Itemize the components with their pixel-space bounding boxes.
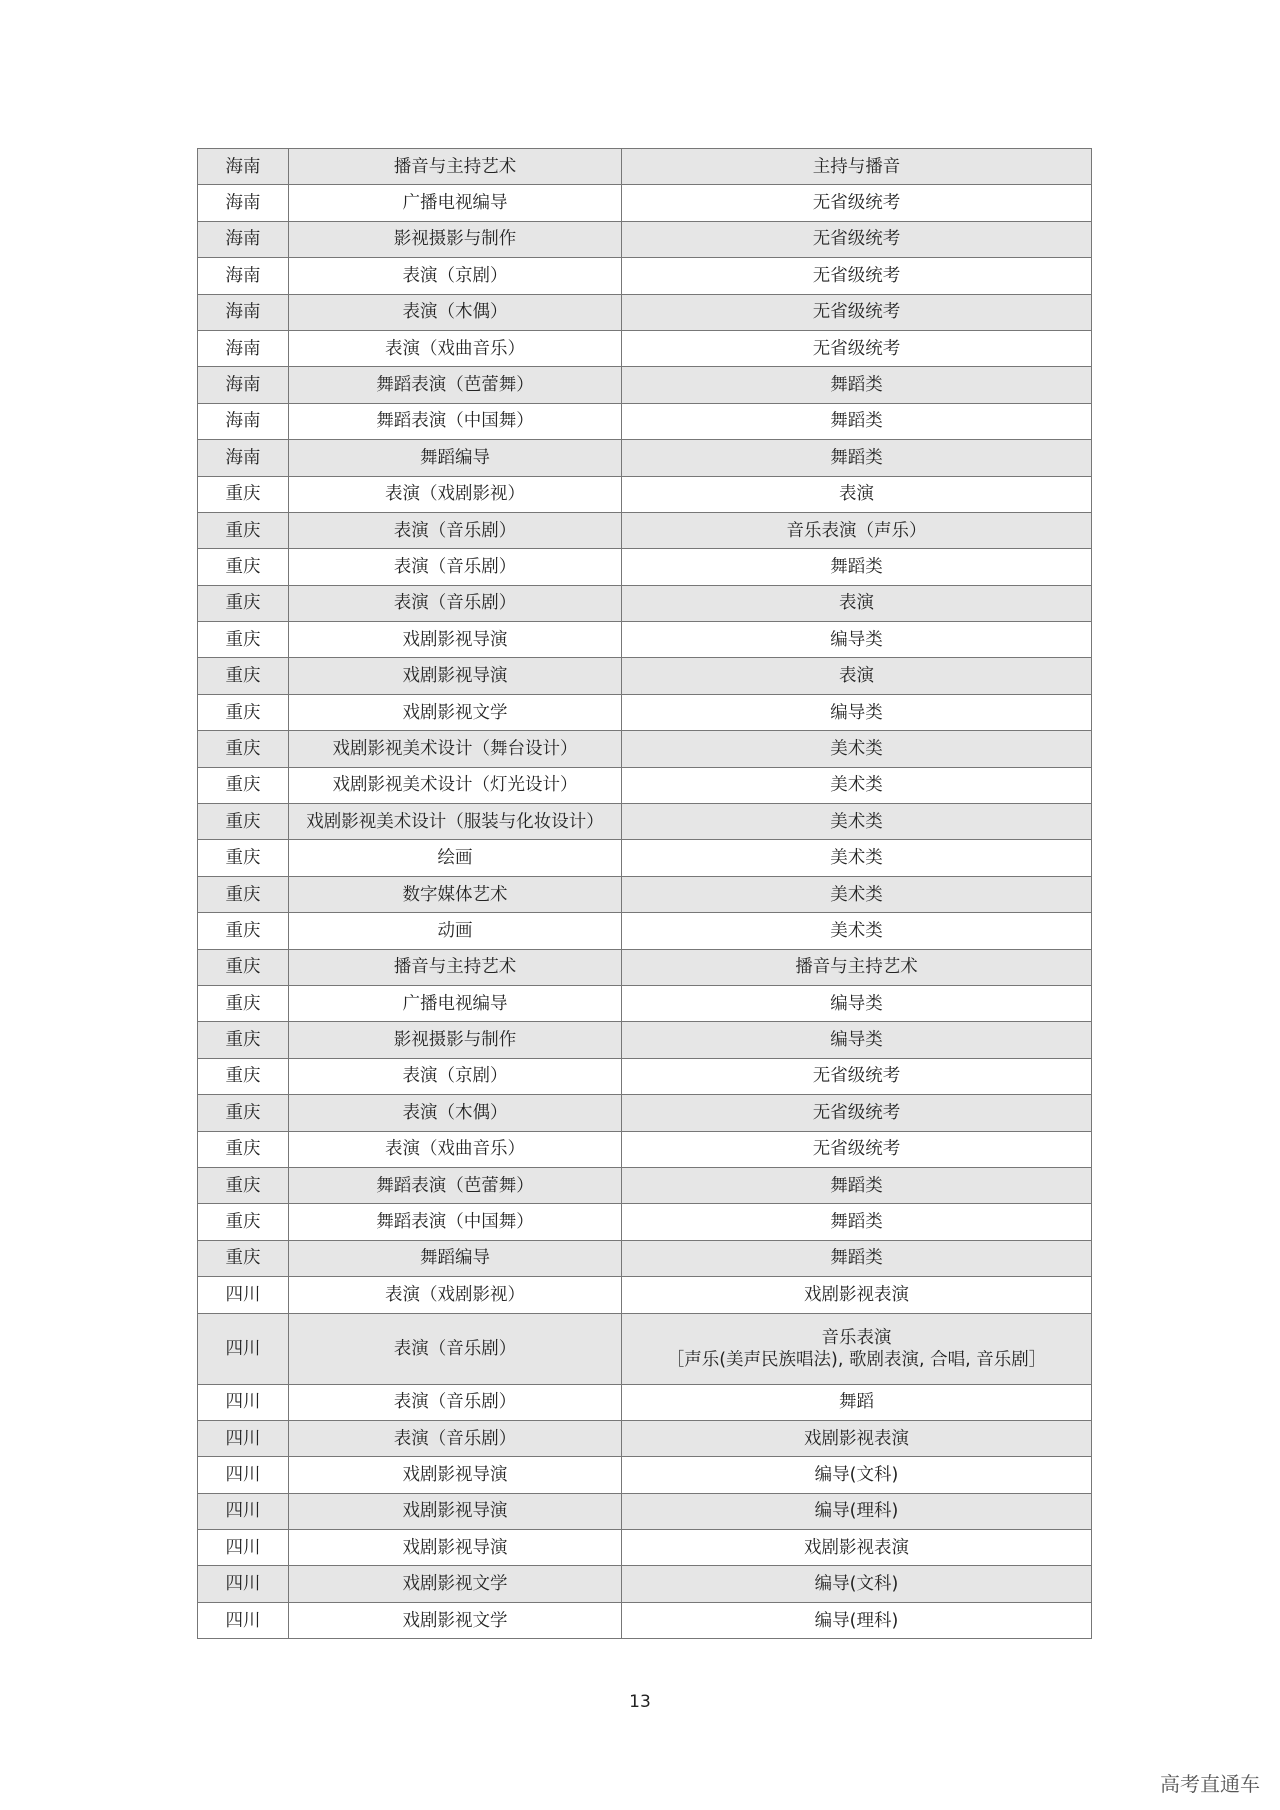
province-cell: 海南 xyxy=(198,330,289,366)
category-cell: 表演 xyxy=(622,658,1092,694)
category-cell: 编导类 xyxy=(622,985,1092,1021)
province-cell: 重庆 xyxy=(198,622,289,658)
table-row xyxy=(198,330,1092,366)
category-cell: 无省级统考 xyxy=(622,258,1092,294)
table-row xyxy=(198,1530,1092,1566)
category-line-2: ［声乐(美声民族唱法), 歌剧表演, 合唱, 音乐剧］ xyxy=(666,1349,1047,1370)
table-row xyxy=(198,1420,1092,1456)
province-cell: 海南 xyxy=(198,149,289,185)
major-cell: 表演（音乐剧） xyxy=(289,549,622,585)
category-cell: 主持与播音 xyxy=(622,149,1092,185)
major-cell: 戏剧影视导演 xyxy=(289,1530,622,1566)
province-cell: 重庆 xyxy=(198,1240,289,1276)
category-cell: 编导类 xyxy=(622,694,1092,730)
category-cell: 戏剧影视表演 xyxy=(622,1420,1092,1456)
category-cell: 编导(理科) xyxy=(622,1602,1092,1638)
major-cell: 舞蹈编导 xyxy=(289,1240,622,1276)
table-row xyxy=(198,185,1092,221)
major-cell: 表演（戏曲音乐） xyxy=(289,330,622,366)
major-cell: 播音与主持艺术 xyxy=(289,949,622,985)
major-cell: 表演（戏剧影视） xyxy=(289,476,622,512)
major-cell: 舞蹈编导 xyxy=(289,440,622,476)
province-cell: 四川 xyxy=(198,1277,289,1313)
major-cell: 戏剧影视美术设计（灯光设计） xyxy=(289,767,622,803)
major-cell: 舞蹈表演（中国舞） xyxy=(289,403,622,439)
category-cell: 无省级统考 xyxy=(622,1058,1092,1094)
province-cell: 重庆 xyxy=(198,767,289,803)
category-cell: 编导(文科) xyxy=(622,1457,1092,1493)
province-cell: 重庆 xyxy=(198,1167,289,1203)
table-row xyxy=(198,585,1092,621)
table-row xyxy=(198,149,1092,185)
province-cell: 四川 xyxy=(198,1420,289,1456)
category-cell: 美术类 xyxy=(622,767,1092,803)
major-cell: 戏剧影视导演 xyxy=(289,1493,622,1529)
table-row xyxy=(198,767,1092,803)
table-row xyxy=(198,476,1092,512)
major-category-table xyxy=(197,148,1092,1639)
province-cell: 重庆 xyxy=(198,840,289,876)
table-row xyxy=(198,1095,1092,1131)
table-row xyxy=(198,913,1092,949)
province-cell: 四川 xyxy=(198,1566,289,1602)
table-row xyxy=(198,1384,1092,1420)
major-cell: 戏剧影视美术设计（服装与化妆设计） xyxy=(289,804,622,840)
province-cell: 海南 xyxy=(198,258,289,294)
table-row xyxy=(198,1277,1092,1313)
category-cell: 编导(理科) xyxy=(622,1493,1092,1529)
major-cell: 戏剧影视文学 xyxy=(289,1566,622,1602)
province-cell: 重庆 xyxy=(198,549,289,585)
major-cell: 戏剧影视文学 xyxy=(289,1602,622,1638)
table-row xyxy=(198,804,1092,840)
table-row xyxy=(198,1602,1092,1638)
major-cell: 舞蹈表演（芭蕾舞） xyxy=(289,367,622,403)
province-cell: 海南 xyxy=(198,185,289,221)
table-row xyxy=(198,949,1092,985)
major-cell: 戏剧影视美术设计（舞台设计） xyxy=(289,731,622,767)
table-row xyxy=(198,1131,1092,1167)
major-cell: 表演（木偶） xyxy=(289,1095,622,1131)
major-cell: 播音与主持艺术 xyxy=(289,149,622,185)
category-cell: 美术类 xyxy=(622,804,1092,840)
major-cell: 广播电视编导 xyxy=(289,185,622,221)
province-cell: 重庆 xyxy=(198,694,289,730)
major-cell: 表演（戏曲音乐） xyxy=(289,1131,622,1167)
watermark-text: 高考直通车 xyxy=(1160,1772,1260,1796)
major-cell: 表演（木偶） xyxy=(289,294,622,330)
major-cell: 数字媒体艺术 xyxy=(289,876,622,912)
table-row xyxy=(198,258,1092,294)
province-cell: 重庆 xyxy=(198,731,289,767)
category-cell: 无省级统考 xyxy=(622,330,1092,366)
province-cell: 重庆 xyxy=(198,476,289,512)
category-cell: 美术类 xyxy=(622,840,1092,876)
table-row xyxy=(198,549,1092,585)
table-row xyxy=(198,367,1092,403)
table-row xyxy=(198,1167,1092,1203)
category-cell: 美术类 xyxy=(622,876,1092,912)
major-cell: 表演（京剧） xyxy=(289,1058,622,1094)
province-cell: 海南 xyxy=(198,440,289,476)
major-cell: 表演（音乐剧） xyxy=(289,1384,622,1420)
table-row xyxy=(198,512,1092,548)
table-row xyxy=(198,440,1092,476)
category-cell: 舞蹈类 xyxy=(622,1167,1092,1203)
province-cell: 四川 xyxy=(198,1493,289,1529)
major-cell: 动画 xyxy=(289,913,622,949)
category-cell: 无省级统考 xyxy=(622,1095,1092,1131)
major-cell: 舞蹈表演（中国舞） xyxy=(289,1204,622,1240)
major-cell: 绘画 xyxy=(289,840,622,876)
province-cell: 重庆 xyxy=(198,985,289,1021)
table-row xyxy=(198,1240,1092,1276)
major-cell: 影视摄影与制作 xyxy=(289,1022,622,1058)
province-cell: 重庆 xyxy=(198,1058,289,1094)
province-cell: 重庆 xyxy=(198,585,289,621)
category-cell xyxy=(622,1313,1092,1384)
category-cell: 舞蹈类 xyxy=(622,1240,1092,1276)
table-row xyxy=(198,1457,1092,1493)
province-cell: 海南 xyxy=(198,294,289,330)
category-cell: 美术类 xyxy=(622,731,1092,767)
category-cell: 美术类 xyxy=(622,913,1092,949)
province-cell: 重庆 xyxy=(198,876,289,912)
table-row xyxy=(198,1493,1092,1529)
category-cell: 编导类 xyxy=(622,622,1092,658)
category-cell: 戏剧影视表演 xyxy=(622,1277,1092,1313)
table-row xyxy=(198,658,1092,694)
category-cell: 表演 xyxy=(622,585,1092,621)
category-cell: 编导类 xyxy=(622,1022,1092,1058)
province-cell: 重庆 xyxy=(198,1131,289,1167)
major-cell: 表演（音乐剧） xyxy=(289,1420,622,1456)
major-cell: 表演（京剧） xyxy=(289,258,622,294)
category-line-1: 音乐表演 xyxy=(821,1327,892,1348)
table-row xyxy=(198,731,1092,767)
table-row xyxy=(198,403,1092,439)
major-cell: 戏剧影视文学 xyxy=(289,694,622,730)
category-cell: 无省级统考 xyxy=(622,221,1092,257)
table-row xyxy=(198,1058,1092,1094)
major-cell: 表演（音乐剧） xyxy=(289,512,622,548)
category-cell: 表演 xyxy=(622,476,1092,512)
category-cell: 舞蹈类 xyxy=(622,403,1092,439)
table-row xyxy=(198,876,1092,912)
category-cell: 舞蹈类 xyxy=(622,367,1092,403)
table-row xyxy=(198,1313,1092,1384)
major-cell: 戏剧影视导演 xyxy=(289,658,622,694)
table-row xyxy=(198,694,1092,730)
table-row xyxy=(198,840,1092,876)
category-cell: 无省级统考 xyxy=(622,185,1092,221)
table-row xyxy=(198,1022,1092,1058)
category-cell: 播音与主持艺术 xyxy=(622,949,1092,985)
category-cell: 戏剧影视表演 xyxy=(622,1530,1092,1566)
province-cell: 四川 xyxy=(198,1457,289,1493)
province-cell: 四川 xyxy=(198,1384,289,1420)
category-cell: 无省级统考 xyxy=(622,1131,1092,1167)
major-cell: 广播电视编导 xyxy=(289,985,622,1021)
table-row xyxy=(198,622,1092,658)
category-cell: 舞蹈类 xyxy=(622,549,1092,585)
table-row xyxy=(198,985,1092,1021)
province-cell: 四川 xyxy=(198,1313,289,1384)
table-row xyxy=(198,1566,1092,1602)
category-cell: 无省级统考 xyxy=(622,294,1092,330)
category-cell: 舞蹈类 xyxy=(622,440,1092,476)
category-cell: 编导(文科) xyxy=(622,1566,1092,1602)
province-cell: 海南 xyxy=(198,367,289,403)
category-cell: 音乐表演（声乐） xyxy=(622,512,1092,548)
table-row xyxy=(198,221,1092,257)
major-cell: 舞蹈表演（芭蕾舞） xyxy=(289,1167,622,1203)
table-row xyxy=(198,294,1092,330)
category-cell: 舞蹈 xyxy=(622,1384,1092,1420)
major-cell: 影视摄影与制作 xyxy=(289,221,622,257)
province-cell: 海南 xyxy=(198,403,289,439)
province-cell: 重庆 xyxy=(198,512,289,548)
major-cell: 戏剧影视导演 xyxy=(289,1457,622,1493)
major-cell: 表演（音乐剧） xyxy=(289,1313,622,1384)
table-body xyxy=(198,149,1092,1639)
province-cell: 重庆 xyxy=(198,913,289,949)
province-cell: 重庆 xyxy=(198,949,289,985)
category-cell: 舞蹈类 xyxy=(622,1204,1092,1240)
table-row xyxy=(198,1204,1092,1240)
province-cell: 重庆 xyxy=(198,658,289,694)
province-cell: 四川 xyxy=(198,1530,289,1566)
province-cell: 重庆 xyxy=(198,1204,289,1240)
major-cell: 表演（戏剧影视） xyxy=(289,1277,622,1313)
province-cell: 海南 xyxy=(198,221,289,257)
major-cell: 戏剧影视导演 xyxy=(289,622,622,658)
province-cell: 重庆 xyxy=(198,1022,289,1058)
province-cell: 重庆 xyxy=(198,1095,289,1131)
page-number: 13 xyxy=(629,1692,651,1712)
province-cell: 重庆 xyxy=(198,804,289,840)
province-cell: 四川 xyxy=(198,1602,289,1638)
major-cell: 表演（音乐剧） xyxy=(289,585,622,621)
